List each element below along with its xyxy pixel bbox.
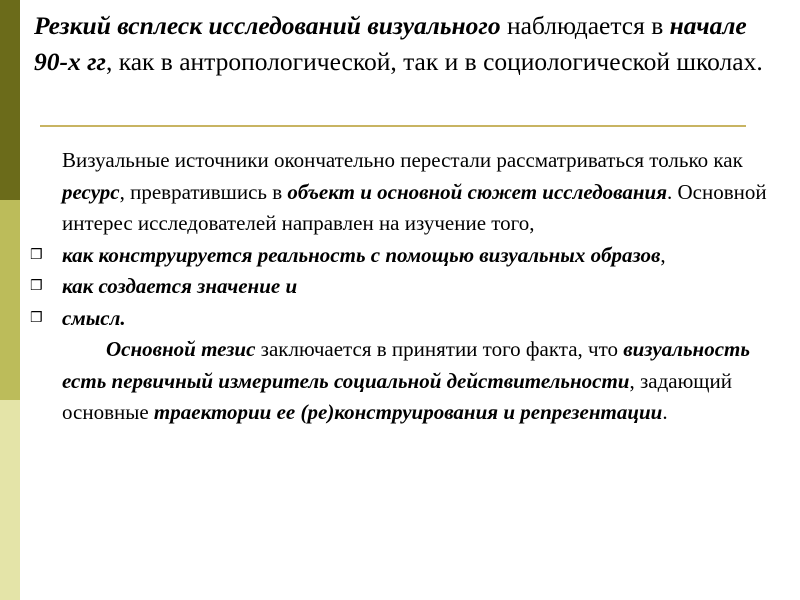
- title-divider: [40, 125, 746, 127]
- intro-paragraph: [62, 145, 782, 240]
- bullet-suffix: ,: [660, 242, 666, 267]
- bullet-item: [30, 271, 782, 303]
- thesis-emphasis-2: визуальность есть первичный измеритель социальной действительности: [62, 337, 750, 393]
- intro-text-3: , превратившись в: [119, 179, 288, 204]
- hollow-arrow-bullet-icon: ❒: [30, 309, 43, 326]
- hollow-arrow-bullet-icon: ❒: [30, 278, 43, 294]
- hollow-arrow-bullet-icon: ❒: [30, 246, 43, 263]
- side-bar-dark: [0, 0, 20, 200]
- thesis-emphasis-1: Основной тезис: [106, 337, 256, 361]
- bullet-item: [30, 303, 782, 335]
- bullet-text: как конструируется реальность с помощью визуальных образов: [62, 242, 661, 267]
- bullet-item: [30, 240, 782, 272]
- bullet-text: как создается значение и: [62, 274, 298, 298]
- side-bar-mid: [0, 200, 20, 400]
- bullet-text: смысл.: [62, 305, 126, 330]
- thesis-text-4: , задающий основные: [62, 368, 732, 424]
- side-bar-light: [0, 400, 20, 600]
- title-text-2: наблюдается в: [500, 11, 670, 40]
- intro-emphasis-object: объект и основной сюжет исследования: [287, 179, 668, 204]
- intro-emphasis-resource: ресурс: [62, 179, 120, 204]
- intro-text-5: . Основной интерес исследователей направлен на изучение того,: [62, 179, 767, 235]
- thesis-text-2: заключается в принятии того факта, что: [255, 337, 624, 361]
- intro-text-1: Визуальные источники окончательно перестали рассматриваться только как: [62, 148, 743, 172]
- title-emphasis-1: Резкий всплеск исследований визуального: [34, 11, 501, 40]
- thesis-text-6: .: [662, 400, 668, 424]
- slide-body: [30, 145, 782, 429]
- slide-title: [34, 8, 784, 80]
- title-emphasis-2: начале 90-х гг: [34, 11, 747, 76]
- thesis-paragraph: [62, 334, 782, 429]
- thesis-emphasis-3: траектории ее (ре)конструирования и репрезентации: [153, 400, 663, 424]
- title-text-4: , как в антропологической, так и в социологической школах.: [105, 47, 763, 76]
